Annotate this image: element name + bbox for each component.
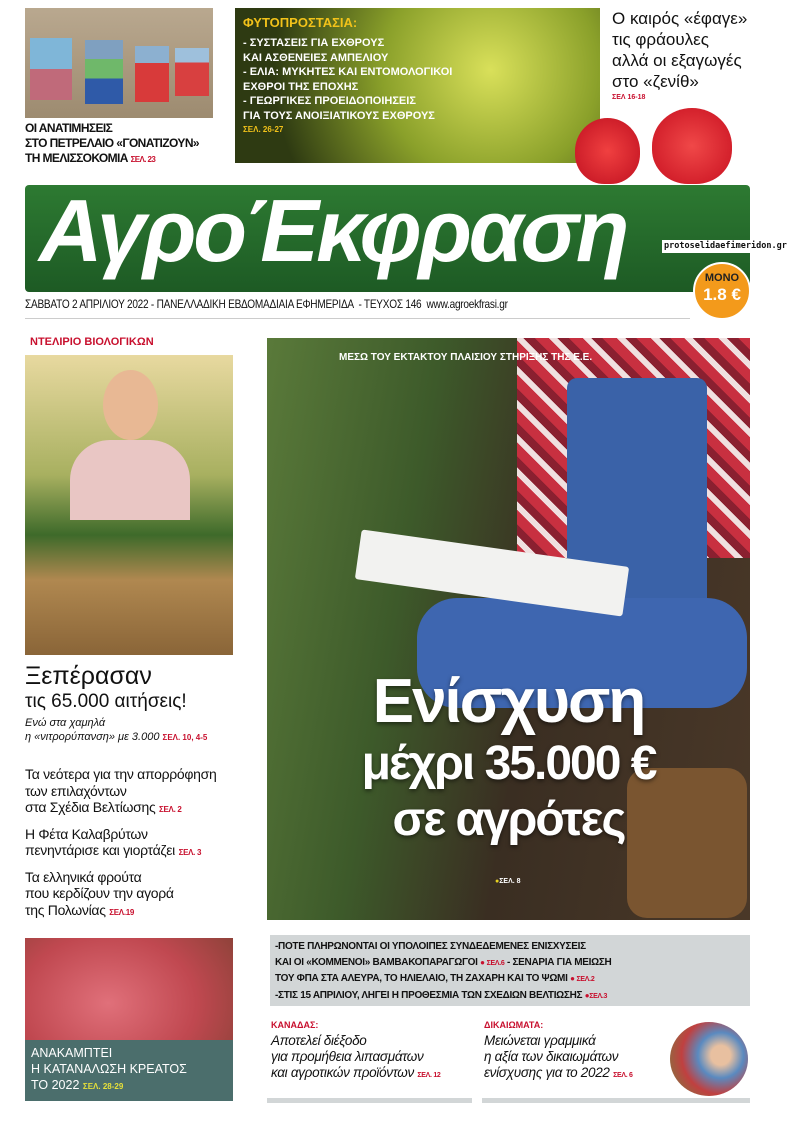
story-line: η αξία των δικαιωμάτων xyxy=(484,1049,619,1064)
meat-headline-line: Η ΚΑΤΑΝΑΛΩΣΗ ΚΡΕΑΤΟΣ xyxy=(31,1062,187,1076)
plant-protection-line: ΓΙΑ ΤΟΥΣ ΑΝΟΙΞΙΑΤΙΚΟΥΣ ΕΧΘΡΟΥΣ xyxy=(243,109,435,122)
plant-protection-line: - ΓΕΩΡΓΙΚΕΣ ΠΡΟΕΙΔΟΠΟΙΗΣΕΙΣ xyxy=(243,95,416,107)
bullet-text: ΚΑΙ ΟΙ «ΚΟΜΜΕΝΟΙ» ΒΑΜΒΑΚΟΠΑΡΑΓΩΓΟΙ xyxy=(275,956,478,968)
dateline: ΣΑΒΒΑΤΟ 2 ΑΠΡΙΛΙΟΥ 2022 - ΠΑΝΕΛΛΑΔΙΚΗ ΕΒΔΟΜΑΔΙΑΙΑ ΕΦΗΜΕΡΙΔΑ - ΤΕΥΧΟΣ 146 www.agroekfrasi.gr xyxy=(25,297,508,311)
strawberries-headline[interactable] xyxy=(612,8,782,104)
headline-line: ΣΤΟ ΠΕΤΡΕΛΑΙΟ «ΓΟΝΑΤΙΖΟΥΝ» xyxy=(25,136,199,150)
page-ref: ΣΕΛ. 26-27 xyxy=(243,125,284,134)
beehives-photo xyxy=(25,8,213,118)
main-story-photo[interactable] xyxy=(267,338,750,920)
item-line: Η Φέτα Καλαβρύτων xyxy=(25,825,148,842)
page-ref-text: ΣΕΛ.2 xyxy=(576,976,595,983)
divider xyxy=(25,318,690,319)
left-subheadline: η «νιτρορύπανση» με 3.000 xyxy=(25,731,160,743)
item-line: πενηντάρισε και γιορτάζει xyxy=(25,842,175,858)
bullet-text: -ΣΤΙΣ 15 ΑΠΡΙΛΙΟΥ, ΛΗΓΕΙ Η ΠΡΟΘΕΣΜΙΑ ΤΩΝ ΣΧΕΔΙΩΝ ΒΕΛΤΙΩΣΗΣ xyxy=(275,989,583,1001)
main-kicker: ΜΕΣΩ ΤΟΥ ΕΚΤΑΚΤΟΥ ΠΛΑΙΣΙΟΥ ΣΤΗΡΙΞΗΣ ΤΗΣ Ε.Ε. xyxy=(339,352,593,363)
left-headline: Ξεπέρασαν xyxy=(25,662,152,690)
headline-line: ΟΙ ΑΝΑΤΙΜΗΣΕΙΣ xyxy=(25,121,113,135)
headline-line: στο «ζενίθ» xyxy=(612,72,699,91)
main-bullets-box xyxy=(270,935,750,1006)
watermark: protoselidaefimeridon.gr xyxy=(664,241,787,251)
page-ref: ΣΕΛ. 3 xyxy=(178,848,202,857)
price-badge xyxy=(693,262,751,320)
plant-protection-box[interactable] xyxy=(235,8,600,163)
meat-headline-line: ΤΟ 2022 xyxy=(31,1078,80,1092)
page-ref: ΣΕΛ. 2 xyxy=(159,805,182,814)
bullet-text: ΤΟΥ ΦΠΑ ΣΤΑ ΑΛΕΥΡΑ, ΤΟ ΗΛΙΕΛΑΙΟ, ΤΗ ΖΑΧΑΡΗ ΚΑΙ ΤΟ ΨΩΜΙ xyxy=(275,973,568,984)
headline-line: τις φράουλες xyxy=(612,30,709,49)
page-ref: ΣΕΛ. 8 xyxy=(499,878,521,885)
headline-line: ΤΗ ΜΕΛΙΣΣΟΚΟΜΙΑ xyxy=(25,151,128,165)
left-subheadline: Ενώ στα χαμηλά xyxy=(25,717,106,729)
page-ref: ● ΣΕΛ.2 xyxy=(570,974,595,983)
page-ref: ΣΕΛ. 10, 4-5 xyxy=(162,733,208,742)
left-news-list xyxy=(25,766,247,921)
list-item[interactable] xyxy=(25,826,247,862)
item-line: που κερδίζουν την αγορά xyxy=(25,885,174,901)
plant-protection-line: - ΕΛΙΑ: ΜΥΚΗΤΕΣ ΚΑΙ ΕΝΤΟΜΟΛΟΓΙΚΟΙ xyxy=(243,66,453,78)
rights-story[interactable] xyxy=(482,1020,750,1103)
strawberry-image xyxy=(652,108,732,184)
bullet-dot-icon: ● xyxy=(495,878,500,885)
story-line: ενίσχυσης για το 2022 xyxy=(484,1065,610,1080)
story-line: Αποτελεί διέξοδο xyxy=(271,1033,367,1048)
left-lead-story[interactable] xyxy=(25,662,240,745)
left-headline: τις 65.000 αιτήσεις! xyxy=(25,691,187,712)
page-ref: ΣΕΛ. 12 xyxy=(417,1072,441,1079)
story-label: ΔΙΚΑΙΩΜΑΤΑ: xyxy=(484,1020,544,1030)
farmer-woman-photo xyxy=(25,355,233,655)
plant-protection-title: ΦΥΤΟΠΡΟΣΤΑΣΙΑ: xyxy=(243,15,358,30)
plant-protection-line: ΕΧΘΡΟΙ ΤΗΣ ΕΠΟΧΗΣ xyxy=(243,80,359,93)
plant-protection-line: - ΣΥΣΤΑΣΕΙΣ ΓΙΑ ΕΧΘΡΟΥΣ xyxy=(243,37,385,49)
bullet-item[interactable] xyxy=(275,939,745,955)
item-line: της Πολωνίας xyxy=(25,901,106,918)
list-item[interactable] xyxy=(25,766,247,819)
beekeeping-headline[interactable] xyxy=(25,121,233,167)
page-ref-text: ΣΕΛ.6 xyxy=(486,959,505,967)
page-ref: ΣΕΛ. 6 xyxy=(613,1072,633,1079)
item-line: των επιλαχόντων xyxy=(25,782,127,799)
story-label: ΚΑΝΑΔΑΣ: xyxy=(271,1020,319,1030)
canada-story[interactable] xyxy=(267,1020,472,1103)
page-ref: ● ΣΕΛ.6 xyxy=(480,957,505,967)
bullet-text: - ΣΕΝΑΡΙΑ ΓΙΑ ΜΕΙΩΣΗ xyxy=(504,956,612,968)
plant-protection-line: ΚΑΙ ΑΣΘΕΝΕΙΕΣ ΑΜΠΕΛΙΟΥ xyxy=(243,51,389,64)
headline-line: Ο καιρός «έφαγε» xyxy=(612,9,748,28)
bullet-item[interactable] xyxy=(275,955,745,972)
strawberry-image xyxy=(575,118,640,184)
bullet-item[interactable] xyxy=(275,971,745,988)
bullet-text: -ΠΟΤΕ ΠΛΗΡΩΝΟΝΤΑΙ ΟΙ ΥΠΟΛΟΙΠΕΣ ΣΥΝΔΕΔΕΜΕΝΕΣ ΕΝΙΣΧΥΣΕΙΣ xyxy=(275,941,586,952)
item-line: Τα ελληνικά φρούτα xyxy=(25,868,142,885)
farmer-portrait xyxy=(670,1022,748,1096)
main-headline-line: Ενίσχυση xyxy=(372,667,645,736)
meat-headline-line: ΑΝΑΚΑΜΠΤΕΙ xyxy=(31,1046,113,1060)
masthead xyxy=(25,185,750,292)
page-ref: ΣΕΛ. 28-29 xyxy=(82,1082,124,1091)
item-line: Τα νεότερα για την απορρόφηση xyxy=(25,766,217,782)
main-headline-line: μέχρι 35.000 € xyxy=(361,737,656,790)
list-item[interactable] xyxy=(25,869,247,922)
headline-line: αλλά οι εξαγωγές xyxy=(612,51,742,70)
price-label: ΜΟΝΟ xyxy=(704,272,740,284)
page-ref: ΣΕΛ 16-18 xyxy=(612,94,646,101)
story-line: και αγροτικών προϊόντων xyxy=(271,1065,414,1080)
page-ref: ●ΣΕΛ.3 xyxy=(584,990,608,1000)
story-line: Μειώνεται γραμμικά xyxy=(484,1033,596,1048)
price-value: 1.8 € xyxy=(703,285,741,304)
story-line: για προμήθεια λιπασμάτων xyxy=(271,1049,424,1064)
main-headline-line: σε αγρότες xyxy=(392,793,625,846)
meat-story[interactable] xyxy=(25,938,233,1101)
page-ref: ΣΕΛ. 23 xyxy=(130,155,156,164)
masthead-logo: ΑγροΈκφραση xyxy=(39,185,627,280)
page-ref: ΣΕΛ.19 xyxy=(109,907,135,917)
section-label: ΝΤΕΛΙΡΙΟ ΒΙΟΛΟΓΙΚΩΝ xyxy=(30,336,154,348)
item-line: στα Σχέδια Βελτίωσης xyxy=(25,799,156,815)
page-ref-text: ΣΕΛ.3 xyxy=(589,992,608,1000)
bullet-item[interactable] xyxy=(275,988,745,1005)
